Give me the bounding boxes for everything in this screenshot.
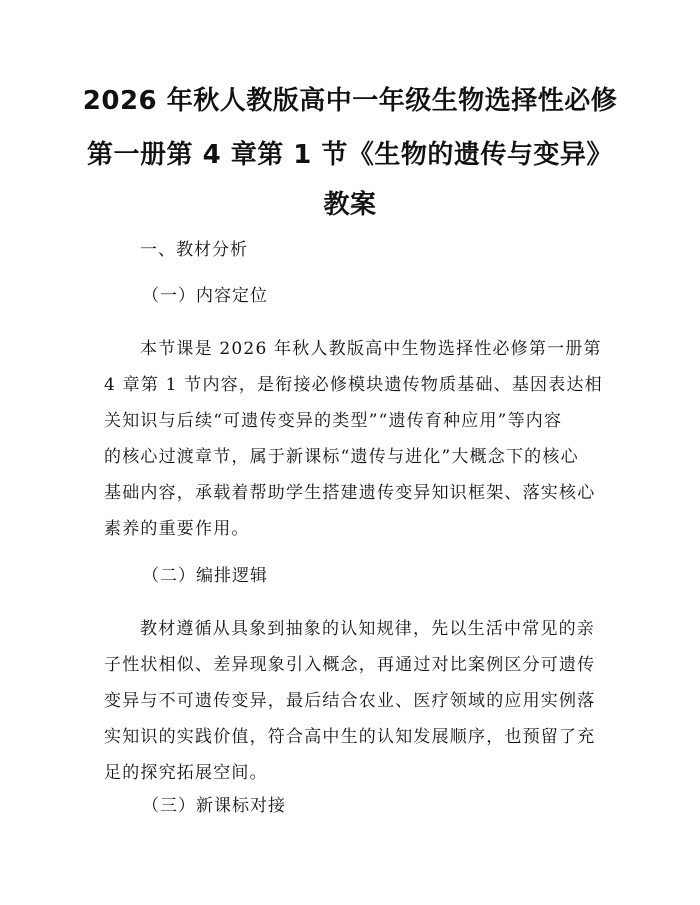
- paragraph-content-positioning: [104, 331, 603, 547]
- paragraph-line: 子性状相似、差异现象引入概念，再通过对比案例区分可遗传: [104, 655, 596, 675]
- paragraph-line: 实知识的实践价值，符合高中生的认知发展顺序，也预留了充: [104, 727, 596, 747]
- section-heading-teaching-material-analysis: 一、教材分析: [140, 240, 248, 260]
- paragraph-line: 的核心过渡章节，属于新课标“遗传与进化”大概念下的核心: [104, 447, 579, 467]
- paragraph-arrangement-logic: [104, 611, 594, 791]
- paragraph-line: 关知识与后续“可遗传变异的类型”“遗传育种应用”等内容: [104, 411, 563, 431]
- paragraph-line: 足的探究拓展空间。: [104, 763, 268, 783]
- subsection-heading-arrangement-logic: （二）编排逻辑: [142, 566, 268, 586]
- paragraph-line: 变异与不可遗传变异，最后结合农业、医疗领域的应用实例落: [104, 691, 596, 711]
- paragraph-line: 教材遵循从具象到抽象的认知规律，先以生活中常见的亲: [140, 619, 595, 639]
- paragraph-line: 素养的重要作用。: [104, 519, 250, 539]
- document-title-line-1: 2026 年秋人教版高中一年级生物选择性必修: [82, 86, 618, 116]
- document-title-line-3: 教案: [323, 190, 377, 220]
- subsection-heading-content-positioning: （一）内容定位: [142, 286, 268, 306]
- subsection-heading-curriculum-standard-alignment: （三）新课标对接: [142, 796, 286, 816]
- paragraph-line: 基础内容，承载着帮助学生搭建遗传变异知识框架、落实核心: [104, 483, 596, 503]
- paragraph-line: 4 章第 1 节内容，是衔接必修模块遗传物质基础、基因表达相: [104, 375, 603, 395]
- paragraph-line: 本节课是 2026 年秋人教版高中生物选择性必修第一册第: [140, 339, 602, 359]
- document-title-line-2: 第一册第 4 章第 1 节《生物的遗传与变异》: [87, 140, 613, 170]
